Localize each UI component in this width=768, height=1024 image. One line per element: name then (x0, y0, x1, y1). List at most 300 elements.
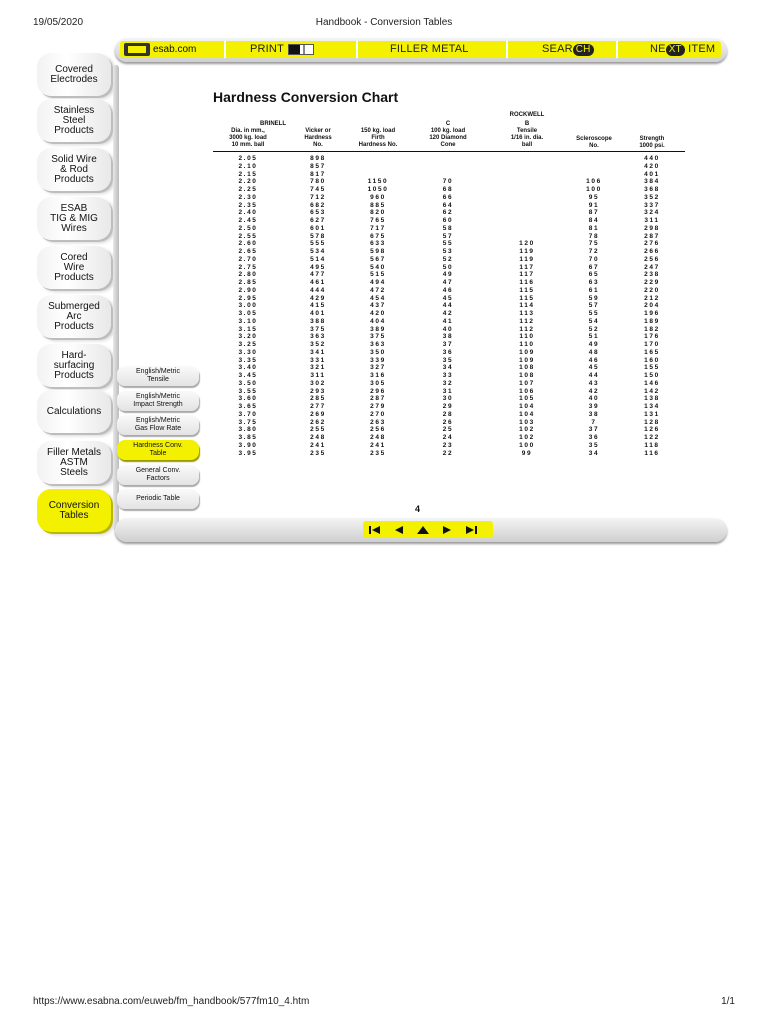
left-nav-label-line: Tables (59, 509, 89, 521)
table-cell: 3.25 (238, 341, 258, 348)
left-nav-item[interactable] (37, 344, 111, 387)
print-label: PRINT (250, 43, 284, 55)
table-cell: 653 (310, 209, 326, 217)
column-header: Scleroscope (576, 136, 612, 142)
table-cell: 404 (370, 317, 386, 325)
left-nav-label-line: Steel (62, 114, 86, 126)
left-nav-label-line: Calculations (46, 405, 102, 417)
table-cell: 113 (519, 310, 535, 317)
table-cell: 296 (370, 387, 386, 395)
up-icon[interactable] (415, 525, 431, 535)
table-cell: 3.40 (238, 364, 258, 372)
table-cell: 256 (370, 426, 386, 434)
table-cell: 24 (442, 434, 454, 441)
table-cell: 38 (442, 333, 454, 341)
table-cell: 2.80 (238, 271, 258, 279)
table-cell: 555 (310, 240, 326, 248)
table-cell: 817 (310, 170, 326, 178)
table-cell: 45 (588, 364, 600, 372)
header-rule (213, 151, 685, 152)
table-cell: 494 (370, 279, 386, 286)
table-cell: 311 (310, 372, 326, 379)
page-number: 4 (415, 504, 421, 514)
print-page-number: 1/1 (721, 996, 735, 1007)
table-cell: 3.65 (238, 403, 258, 410)
next-item-button[interactable] (650, 41, 715, 58)
table-cell: 384 (644, 178, 660, 186)
table-cell: 229 (644, 279, 660, 286)
left-nav-label-line: Products (54, 320, 94, 332)
table-cell: 44 (442, 302, 454, 310)
table-cell: 26 (442, 418, 454, 426)
table-cell: 270 (370, 410, 386, 418)
table-cell: 3.60 (238, 395, 258, 403)
table-cell: 717 (370, 224, 386, 232)
table-cell: 420 (644, 162, 660, 170)
table-cell: 269 (310, 410, 326, 418)
table-cell: 437 (370, 302, 386, 310)
table-cell: 241 (370, 441, 386, 449)
table-cell: 45 (442, 294, 454, 302)
table-cell: 238 (644, 271, 660, 279)
toolbar-divider (616, 41, 618, 58)
table-cell: 165 (644, 348, 660, 356)
left-nav-label (41, 155, 107, 185)
table-cell: 454 (370, 294, 386, 302)
left-nav-item[interactable] (37, 246, 111, 289)
column-header: 10 mm. ball (231, 142, 265, 148)
table-cell: 287 (370, 395, 386, 403)
table-cell: 682 (310, 201, 326, 209)
left-nav-label-line: Conversion (48, 499, 100, 511)
table-cell: 116 (644, 449, 660, 457)
column-header: No. (589, 143, 599, 149)
table-cell: 41 (442, 317, 454, 325)
table-cell: 820 (370, 209, 386, 217)
table-cell: 44 (588, 372, 600, 379)
table-cell: 420 (370, 310, 386, 317)
table-cell: 67 (588, 263, 600, 271)
left-nav-label-line: Products (54, 124, 94, 136)
table-cell: 7 (591, 418, 597, 426)
table-cell: 42 (588, 387, 600, 395)
column-header: 150 kg. load (360, 128, 396, 134)
left-nav-label-line: Solid Wire (51, 153, 97, 165)
printer-icon (288, 44, 314, 55)
table-cell: 745 (310, 186, 326, 193)
column-header: Dia. in mm., (231, 128, 265, 134)
table-cell: 95 (588, 193, 600, 201)
table-cell: 108 (519, 364, 535, 372)
left-nav-label (41, 204, 107, 234)
left-nav-label (41, 501, 107, 521)
left-nav-label-line: Cored (60, 251, 88, 263)
left-nav-label (41, 302, 107, 332)
last-page-icon[interactable] (463, 525, 479, 535)
sub-nav-label (136, 368, 180, 384)
table-cell: 115 (519, 294, 535, 302)
table-cell: 2.05 (238, 155, 258, 162)
table-cell: 99 (521, 449, 533, 457)
table-cell: 53 (442, 248, 454, 255)
left-nav-label-line: Electrodes (50, 73, 98, 85)
sub-nav-label (133, 442, 183, 458)
table-cell: 2.65 (238, 248, 258, 255)
left-nav-label (41, 253, 107, 283)
table-cell: 43 (588, 379, 600, 387)
sub-nav-label-line: English/Metric (136, 417, 180, 424)
table-cell: 78 (588, 232, 600, 240)
left-nav-label (41, 407, 107, 417)
table-cell: 58 (442, 224, 454, 232)
table-cell: 352 (310, 341, 326, 348)
left-nav-label (41, 65, 107, 85)
table-cell: 2.75 (238, 263, 258, 271)
table-cell: 37 (588, 426, 600, 434)
table-cell: 363 (370, 341, 386, 348)
search-label-pill: CH (573, 44, 594, 56)
table-cell: 182 (644, 325, 660, 333)
table-cell: 3.70 (238, 410, 258, 418)
sub-nav-label-line: Table (149, 450, 167, 457)
table-cell: 51 (588, 333, 600, 341)
table-cell: 31 (442, 387, 454, 395)
table-cell: 48 (588, 348, 600, 356)
table-cell: 3.30 (238, 348, 258, 356)
next-label-pill: XT (666, 44, 685, 56)
table-cell: 285 (310, 395, 326, 403)
table-cell: 70 (588, 255, 600, 263)
table-cell: 150 (644, 372, 660, 379)
logo-text: esab.com (153, 44, 197, 55)
table-cell: 440 (644, 155, 660, 162)
left-nav-label-line: Wire (63, 261, 85, 273)
table-cell: 235 (370, 449, 386, 457)
table-cell: 36 (442, 348, 454, 356)
table-cell: 102 (519, 434, 535, 441)
table-cell: 138 (644, 395, 660, 403)
table-cell: 287 (644, 232, 660, 240)
table-cell: 780 (310, 178, 326, 186)
sub-nav-label (135, 417, 181, 433)
esab-logo-link[interactable] (124, 43, 204, 56)
table-cell: 112 (519, 317, 535, 325)
table-cell: 40 (442, 325, 454, 333)
table-cell: 3.35 (238, 356, 258, 364)
table-cell: 55 (442, 240, 454, 248)
table-cell: 305 (370, 379, 386, 387)
left-nav-item[interactable] (37, 441, 111, 484)
table-cell: 389 (370, 325, 386, 333)
table-cell: 2.35 (238, 201, 258, 209)
sub-nav-item[interactable] (117, 465, 199, 485)
table-cell: 235 (310, 449, 326, 457)
sub-nav-label (136, 467, 181, 483)
esab-logo-icon (124, 43, 150, 56)
left-nav-item[interactable] (37, 53, 111, 96)
table-cell: 2.10 (238, 162, 258, 170)
table-cell: 263 (370, 418, 386, 426)
top-toolbar (115, 38, 727, 62)
next-page-icon[interactable] (439, 525, 455, 535)
table-cell: 35 (442, 356, 454, 364)
table-cell: 3.85 (238, 434, 258, 441)
table-cell: 104 (519, 403, 535, 410)
table-cell: 84 (588, 217, 600, 224)
left-nav-label-line: Products (54, 173, 94, 185)
sub-nav-item[interactable] (117, 440, 199, 460)
table-cell: 321 (310, 364, 326, 372)
table-cell: 131 (644, 410, 660, 418)
table-cell: 176 (644, 333, 660, 341)
column-header: ball (521, 142, 533, 148)
column-header: Hardness No. (358, 142, 398, 148)
table-cell: 567 (370, 255, 386, 263)
table-cell: 170 (644, 341, 660, 348)
table-cell: 103 (519, 418, 535, 426)
table-cell: 3.90 (238, 441, 258, 449)
table-cell: 109 (519, 356, 535, 364)
table-cell: 110 (519, 341, 535, 348)
table-cell: 3.10 (238, 317, 258, 325)
first-page-icon[interactable] (367, 525, 383, 535)
table-cell: 49 (588, 341, 600, 348)
table-cell: 52 (588, 325, 600, 333)
table-cell: 3.50 (238, 379, 258, 387)
left-nav-label-line: surfacing (53, 359, 95, 371)
table-cell: 110 (519, 333, 535, 341)
table-cell: 3.75 (238, 418, 258, 426)
search-button[interactable] (542, 41, 594, 58)
previous-page-icon[interactable] (391, 525, 407, 535)
sub-nav-item[interactable] (117, 489, 199, 509)
table-cell: 2.70 (238, 255, 258, 263)
table-cell: 105 (519, 395, 535, 403)
table-cell: 248 (310, 434, 326, 441)
left-nav-item[interactable] (37, 148, 111, 191)
table-cell: 3.95 (238, 449, 258, 457)
table-cell: 534 (310, 248, 326, 255)
table-cell: 712 (310, 193, 326, 201)
table-cell: 117 (519, 271, 535, 279)
toolbar-strip (120, 41, 721, 58)
table-cell: 2.20 (238, 178, 258, 186)
left-nav-label-line: Products (54, 369, 94, 381)
sub-nav-label-line: Factors (146, 475, 170, 482)
table-cell: 461 (310, 279, 326, 286)
sub-nav-item[interactable] (117, 415, 199, 435)
sub-nav-item[interactable] (117, 391, 199, 411)
table-cell: 46 (442, 286, 454, 294)
sub-nav-item[interactable] (117, 366, 199, 386)
table-cell: 339 (370, 356, 386, 364)
table-cell: 126 (644, 426, 660, 434)
table-cell: 28 (442, 410, 454, 418)
table-cell: 189 (644, 317, 660, 325)
table-cell: 204 (644, 302, 660, 310)
table-cell: 108 (519, 372, 535, 379)
sub-nav-label (136, 495, 180, 503)
table-cell: 960 (370, 193, 386, 201)
table-cell: 277 (310, 403, 326, 410)
sub-nav-label-line: Periodic Table (136, 495, 180, 502)
table-cell: 885 (370, 201, 386, 209)
table-cell: 515 (370, 271, 386, 279)
sub-nav-label (133, 393, 182, 409)
table-cell: 104 (519, 410, 535, 418)
page-title: Hardness Conversion Chart (213, 89, 399, 105)
table-cell: 578 (310, 232, 326, 240)
table-cell: 63 (588, 279, 600, 286)
table-cell: 116 (519, 279, 535, 286)
table-cell: 142 (644, 387, 660, 395)
table-cell: 477 (310, 271, 326, 279)
table-cell: 2.15 (238, 170, 258, 178)
table-cell: 429 (310, 294, 326, 302)
table-cell: 102 (519, 426, 535, 434)
table-cell: 898 (310, 155, 326, 162)
table-cell: 55 (588, 310, 600, 317)
table-cell: 3.00 (238, 302, 258, 310)
table-cell: 196 (644, 310, 660, 317)
left-nav-label (41, 106, 107, 136)
left-nav-item[interactable] (37, 99, 111, 142)
table-cell: 1050 (367, 186, 389, 193)
table-cell: 106 (586, 178, 602, 186)
table-cell: 100 (519, 441, 535, 449)
table-cell: 100 (586, 186, 602, 193)
table-cell: 3.45 (238, 372, 258, 379)
bottom-nav-bar (115, 518, 727, 542)
sub-nav-label-line: English/Metric (136, 368, 180, 375)
table-cell: 2.40 (238, 209, 258, 217)
table-cell: 34 (442, 364, 454, 372)
group-header-rockwell: ROCKWELL (509, 112, 545, 118)
table-cell: 118 (644, 441, 660, 449)
table-cell: 106 (519, 387, 535, 395)
table-cell: 87 (588, 209, 600, 217)
table-cell: 37 (442, 341, 454, 348)
column-header: 120 Diamond (429, 135, 467, 141)
column-header: Firth (371, 135, 385, 141)
left-nav-item[interactable] (37, 197, 111, 240)
table-cell: 352 (644, 193, 660, 201)
table-cell: 23 (442, 441, 454, 449)
table-cell: 34 (588, 449, 600, 457)
table-cell: 75 (588, 240, 600, 248)
table-cell: 70 (442, 178, 454, 186)
table-cell: 117 (519, 263, 535, 271)
table-cell: 119 (519, 255, 535, 263)
table-cell: 52 (442, 255, 454, 263)
table-cell: 388 (310, 317, 326, 325)
table-cell: 91 (588, 201, 600, 209)
table-cell: 331 (310, 356, 326, 364)
left-nav-label-line: ASTM (60, 456, 88, 468)
left-nav-label-line: ESAB (60, 202, 88, 214)
table-cell: 363 (310, 333, 326, 341)
sub-nav-label-line: Impact Strength (133, 401, 183, 408)
left-nav-label-line: & Rod (60, 163, 88, 175)
table-cell: 115 (519, 286, 535, 294)
table-cell: 64 (442, 201, 454, 209)
table-cell: 2.30 (238, 193, 258, 201)
table-cell: 472 (370, 286, 386, 294)
column-header: Cone (440, 142, 456, 148)
toolbar-divider (224, 41, 226, 58)
table-cell: 22 (442, 449, 454, 457)
left-nav-item[interactable] (37, 295, 111, 338)
column-header: Vicker or (305, 128, 331, 134)
table-cell: 160 (644, 356, 660, 364)
table-cell: 601 (310, 224, 326, 232)
table-cell: 298 (644, 224, 660, 232)
table-cell: 68 (442, 186, 454, 193)
table-cell: 2.60 (238, 240, 258, 248)
table-cell: 375 (310, 325, 326, 333)
table-cell: 57 (588, 302, 600, 310)
column-header: Hardness (304, 135, 332, 141)
table-cell: 3.55 (238, 387, 258, 395)
left-nav-label-line: Stainless (53, 104, 95, 116)
search-label-pre: SEAR (542, 43, 573, 55)
left-nav-item[interactable] (37, 489, 111, 532)
filler-metal-button[interactable] (390, 41, 469, 58)
table-cell: 495 (310, 263, 326, 271)
table-cell: 2.95 (238, 294, 258, 302)
toolbar-divider (506, 41, 508, 58)
table-cell: 3.20 (238, 333, 258, 341)
table-cell: 2.90 (238, 286, 258, 294)
table-cell: 25 (442, 426, 454, 434)
print-url: https://www.esabna.com/euweb/fm_handbook/577fm10_4.htm (33, 996, 310, 1007)
table-cell: 66 (442, 193, 454, 201)
table-cell: 114 (519, 302, 535, 310)
nav-rail (113, 65, 119, 530)
sub-nav-label-line: Tensile (147, 376, 169, 383)
table-cell: 311 (644, 217, 660, 224)
table-cell: 65 (588, 271, 600, 279)
left-nav-item[interactable] (37, 390, 111, 433)
table-cell: 49 (442, 271, 454, 279)
print-title: Handbook - Conversion Tables (315, 17, 453, 28)
table-cell: 32 (442, 379, 454, 387)
table-cell: 54 (588, 317, 600, 325)
table-cell: 112 (519, 325, 535, 333)
table-cell: 341 (310, 348, 326, 356)
toolbar-divider (356, 41, 358, 58)
table-cell: 3.80 (238, 426, 258, 434)
left-nav-label-line: Hard- (61, 349, 87, 361)
table-cell: 2.85 (238, 279, 258, 286)
left-nav-label-line: Wires (61, 222, 87, 234)
sub-nav-label-line: Hardness Conv. (133, 442, 183, 449)
table-cell: 109 (519, 348, 535, 356)
table-cell: 337 (644, 201, 660, 209)
table-cell: 401 (310, 310, 326, 317)
left-nav-label (41, 351, 107, 381)
print-button[interactable] (250, 41, 314, 58)
column-header: 3000 kg. load (229, 135, 267, 141)
table-cell: 255 (310, 426, 326, 434)
table-cell: 120 (519, 240, 535, 248)
left-nav-label-line: Steels (60, 466, 88, 478)
table-cell: 350 (370, 348, 386, 356)
sub-nav-label-line: General Conv. (135, 467, 181, 474)
table-cell: 241 (310, 441, 326, 449)
table-cell: 40 (588, 395, 600, 403)
table-cell: 155 (644, 364, 660, 372)
